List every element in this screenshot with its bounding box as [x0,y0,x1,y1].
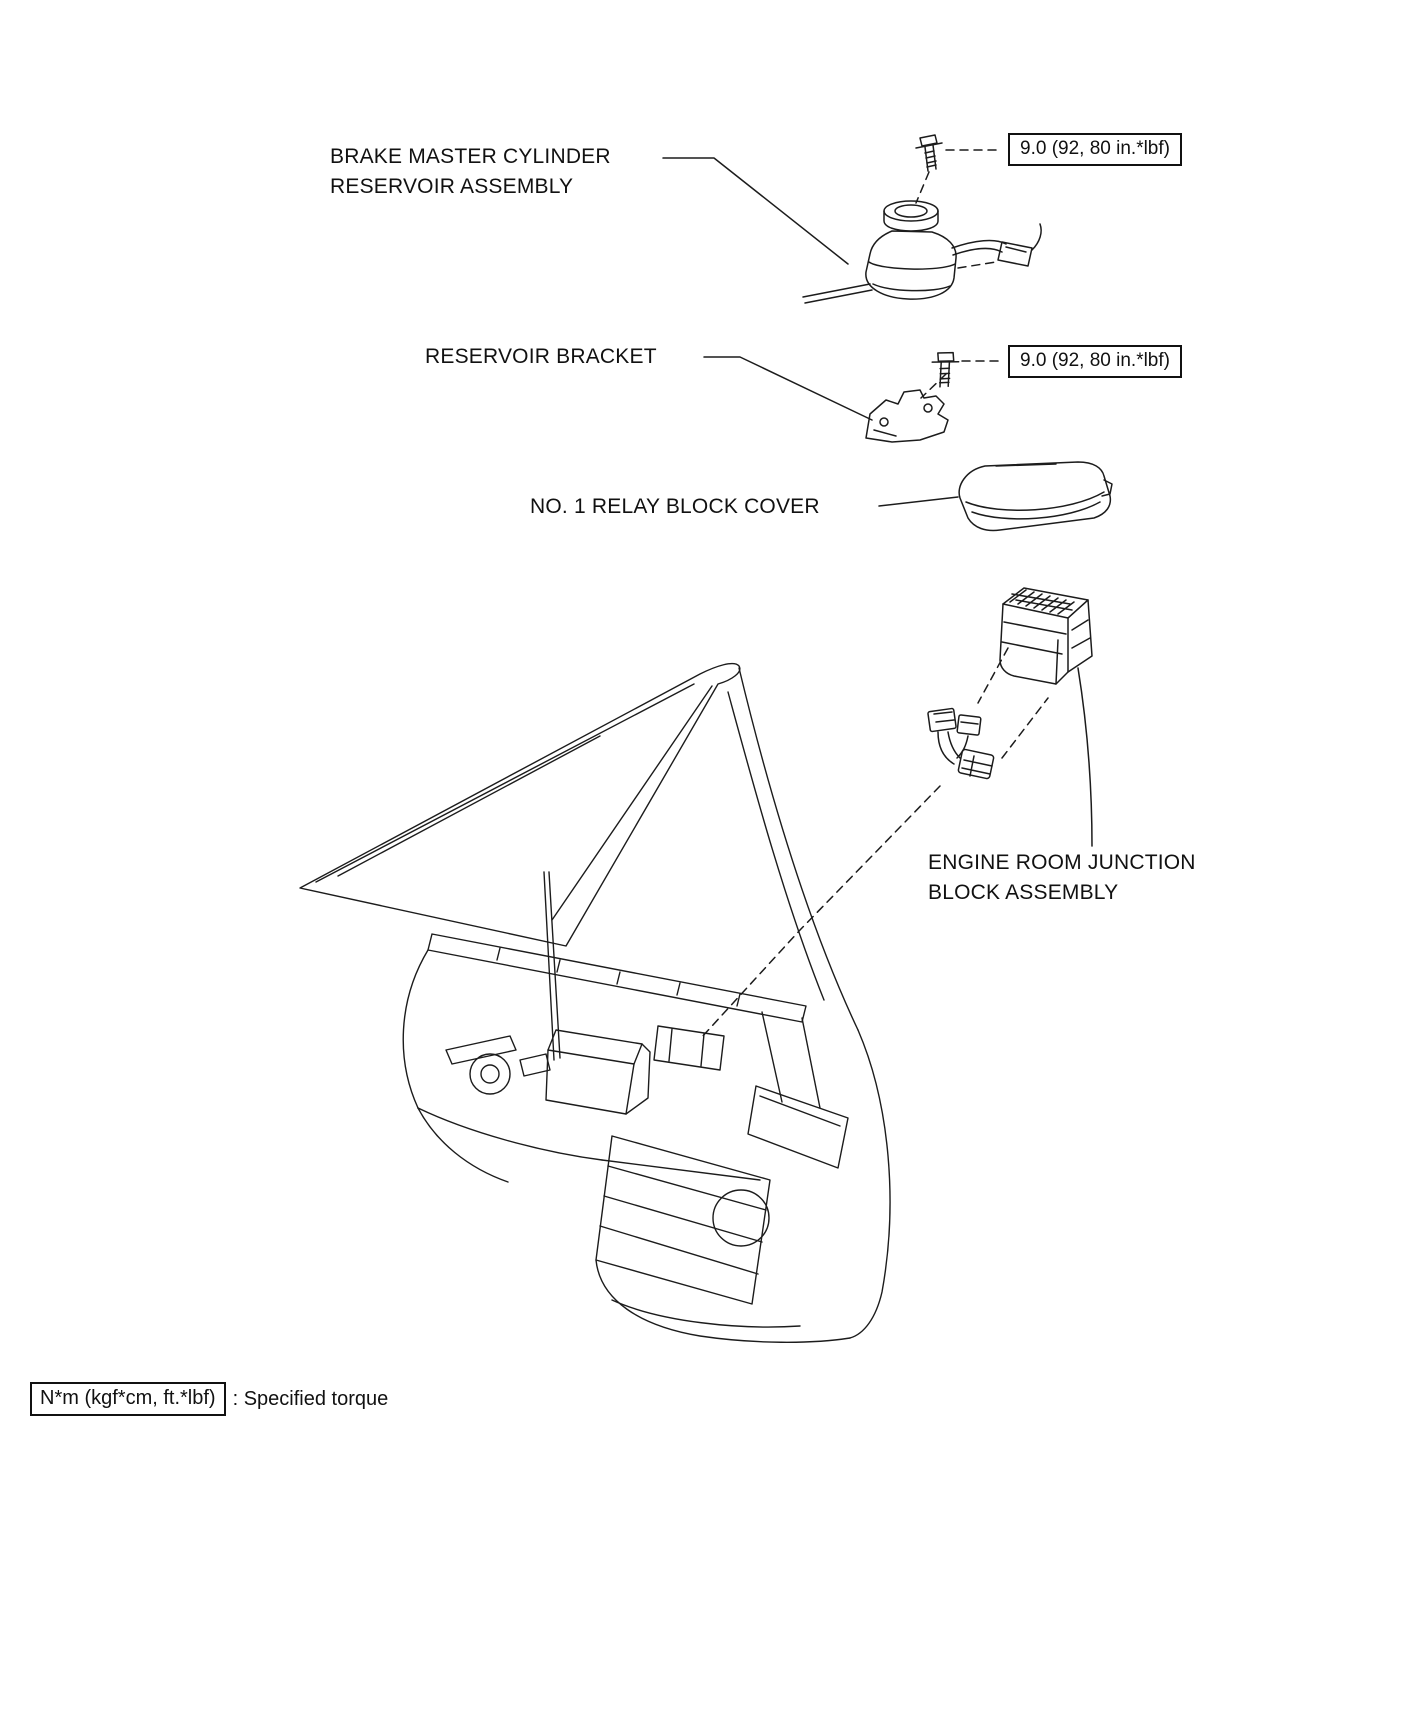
label-brake-master-cylinder-line2: RESERVOIR ASSEMBLY [330,175,574,198]
bolt-1-drawing [916,135,942,171]
reservoir-drawing [803,201,1041,303]
vehicle-drawing [300,664,890,1343]
bracket-drawing [866,390,948,442]
label-junction-block-line1: ENGINE ROOM JUNCTION [928,851,1196,874]
label-junction-block [928,848,1196,908]
torque-spec-2-text: 9.0 (92, 80 in.*lbf) [1020,350,1170,371]
label-relay-block-cover: NO. 1 RELAY BLOCK COVER [530,495,820,518]
label-brake-master-cylinder [330,142,611,202]
label-brake-master-cylinder-line1: BRAKE MASTER CYLINDER [330,145,611,168]
label-junction-block-line2: BLOCK ASSEMBLY [928,881,1119,904]
torque-spec-box-1 [1008,133,1182,166]
torque-spec-1-text: 9.0 (92, 80 in.*lbf) [1020,138,1170,159]
connectors-drawing [928,708,994,779]
bolt-2-drawing [928,349,960,389]
legend-description: : Specified torque [232,1387,389,1410]
legend-torque-unit-box: N*m (kgf*cm, ft.*lbf) [30,1382,226,1416]
torque-legend [30,1382,388,1416]
label-reservoir-bracket: RESERVOIR BRACKET [425,345,657,368]
relay-cover-drawing [959,462,1112,531]
torque-spec-box-2 [1008,345,1182,378]
